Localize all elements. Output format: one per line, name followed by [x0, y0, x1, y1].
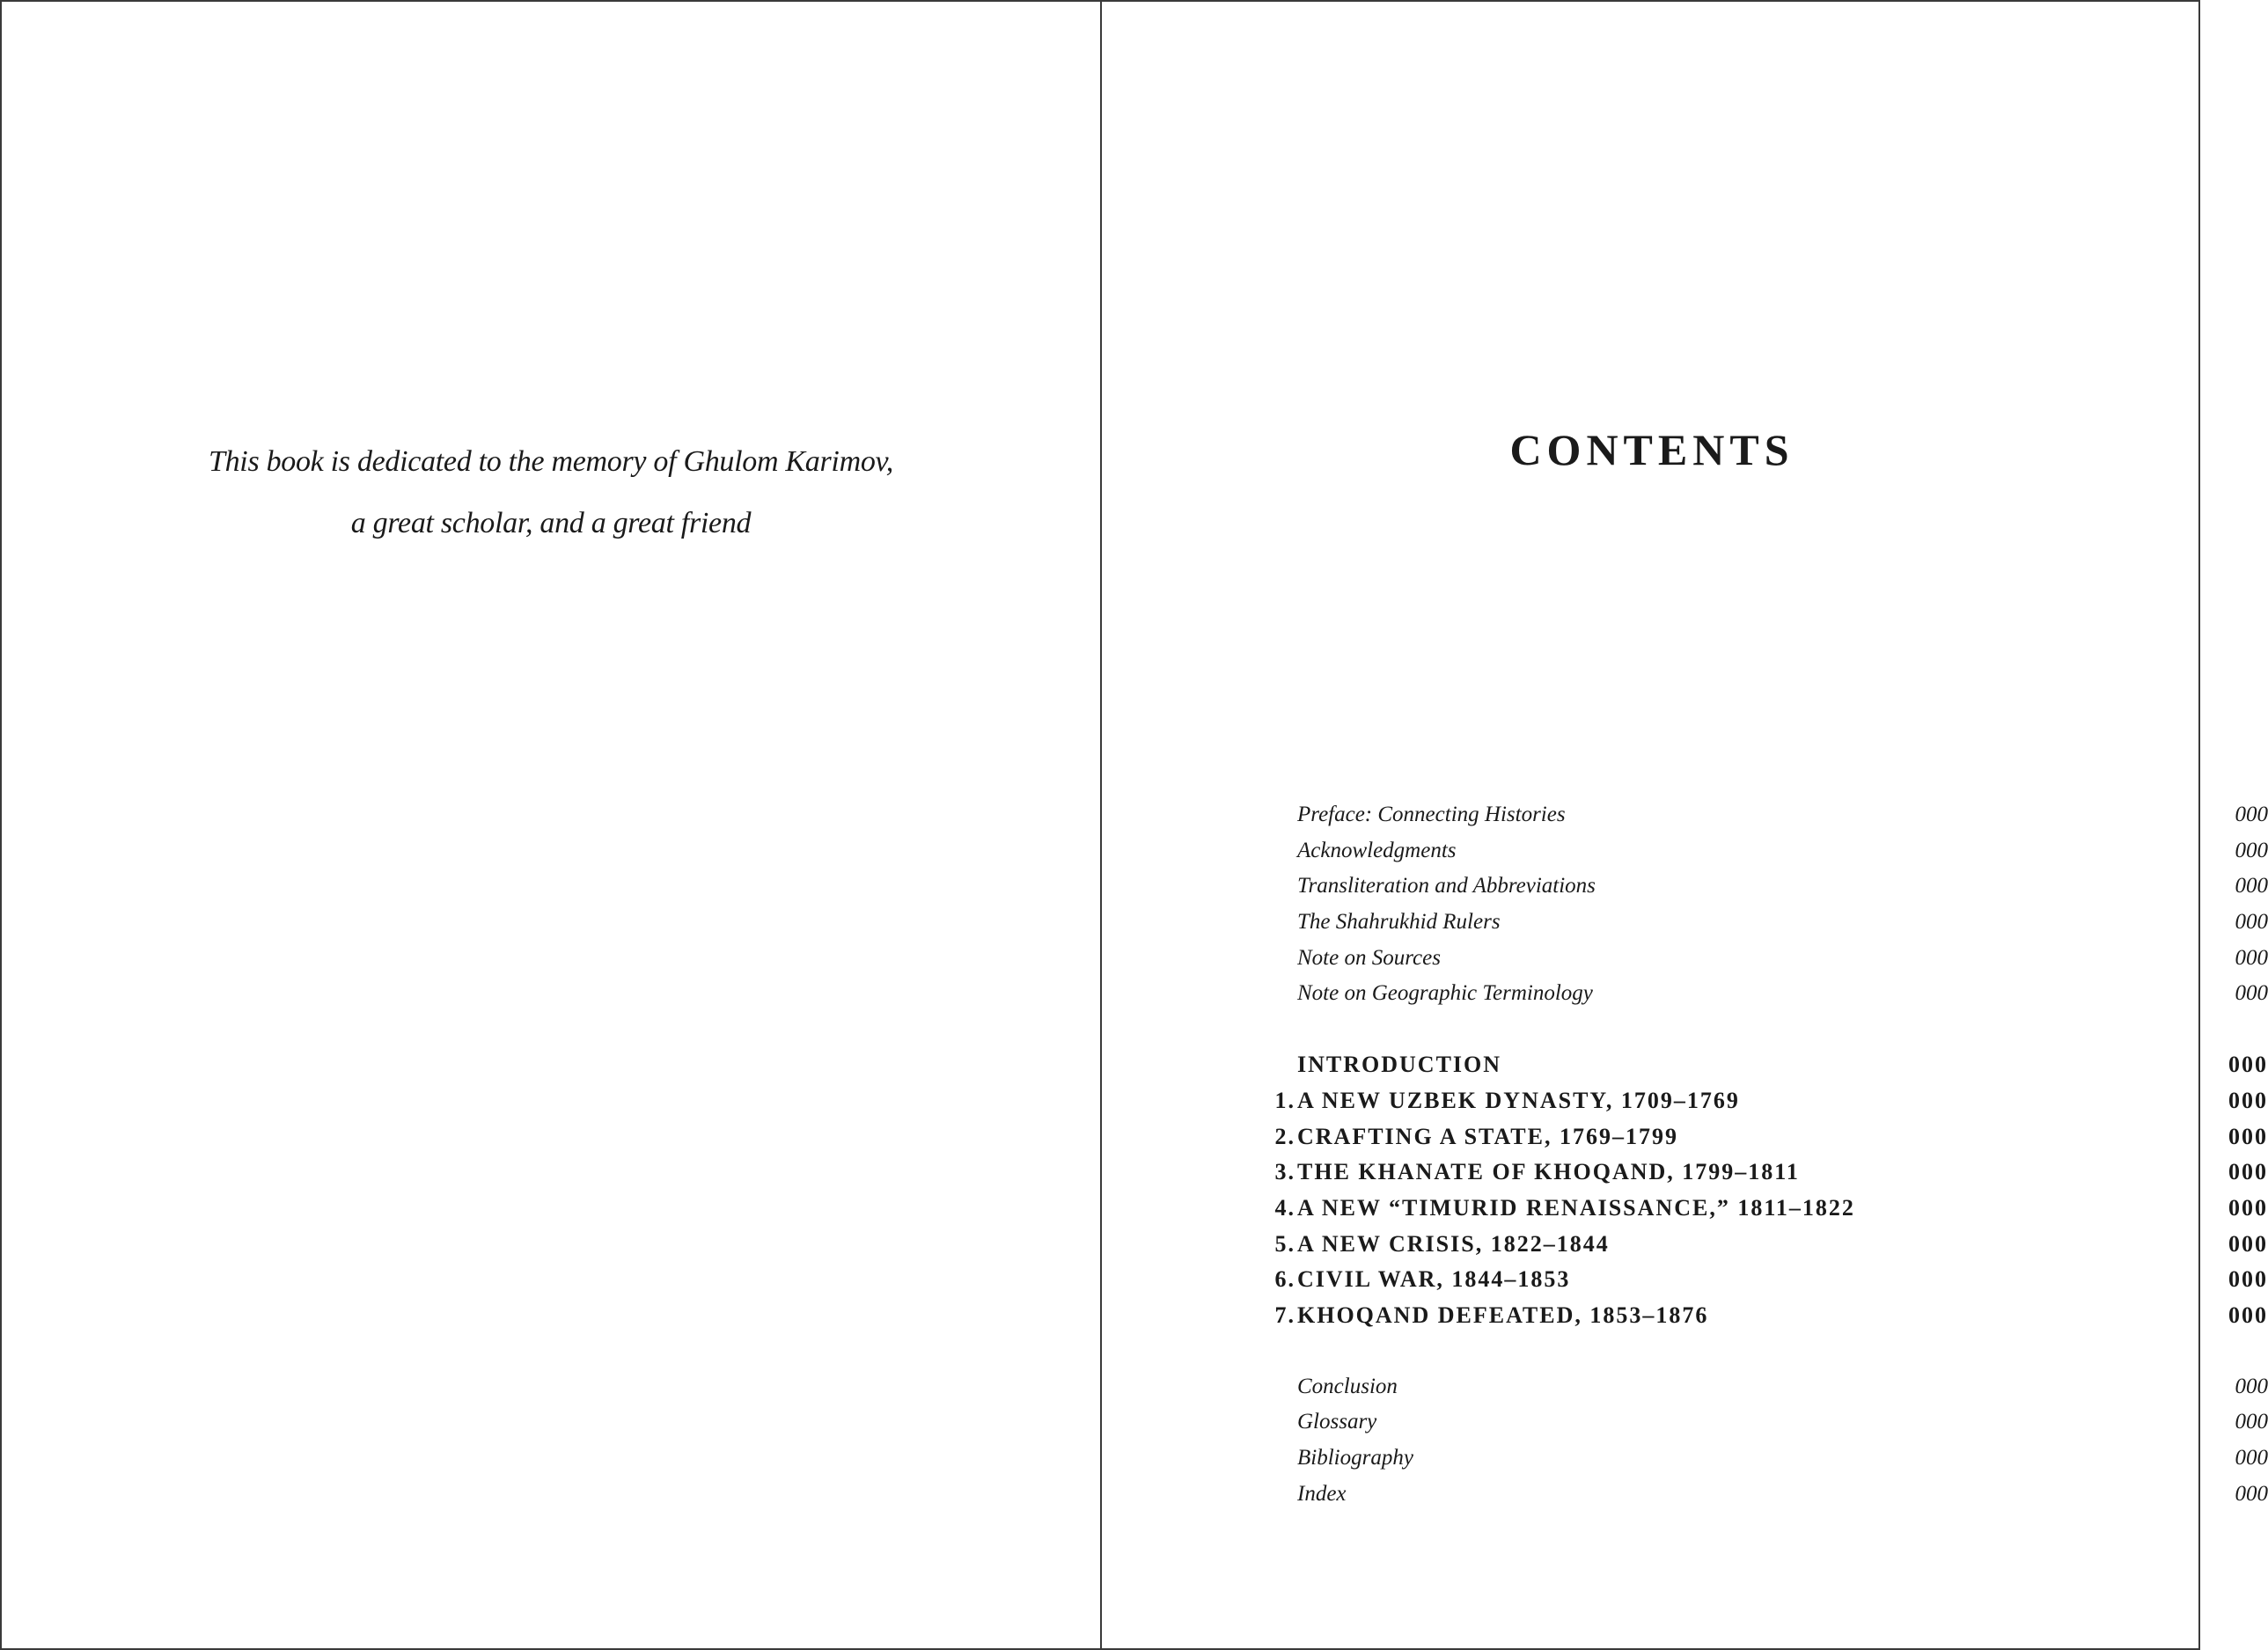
contents-page [1102, 2, 2268, 1648]
table-of-contents [1251, 797, 2268, 1512]
dedication-text [2, 431, 1100, 554]
toc-entry-label: Conclusion [1297, 1374, 1398, 1398]
toc-chapter-page: 000 [2228, 1052, 2268, 1078]
toc-entry-label: Note on Sources [1297, 945, 1441, 970]
toc-chapter-page: 000 [2228, 1123, 2268, 1149]
toc-entry[interactable] [1251, 1477, 2268, 1513]
toc-entry[interactable] [1251, 1369, 2268, 1405]
toc-chapter[interactable] [1251, 1227, 2268, 1263]
toc-chapter-page: 000 [2228, 1159, 2268, 1185]
toc-entry[interactable] [1251, 941, 2268, 977]
toc-entry[interactable] [1251, 1404, 2268, 1441]
toc-entry-page: 000 [2235, 945, 2268, 970]
toc-chapter[interactable] [1251, 1298, 2268, 1334]
dedication-line: This book is dedicated to the memory of Ghulom Karimov, [208, 445, 893, 478]
toc-chapter-page: 000 [2228, 1087, 2268, 1113]
toc-entry-label: Note on Geographic Terminology [1297, 981, 1593, 1006]
dedication-page [2, 2, 1100, 1648]
toc-entry-page: 000 [2235, 910, 2268, 935]
toc-chapter-number: 4. [1274, 1194, 1295, 1221]
toc-entry-page: 000 [2235, 981, 2268, 1006]
toc-entry[interactable] [1251, 1441, 2268, 1477]
toc-chapter-number: 1. [1274, 1087, 1295, 1113]
toc-chapter-title: A NEW “TIMURID RENAISSANCE,” 1811–1822 [1297, 1194, 1855, 1221]
toc-spacer [1251, 1334, 2268, 1369]
toc-spacer [1251, 1012, 2268, 1047]
toc-chapter-number: 7. [1274, 1302, 1295, 1328]
toc-chapter-title: A NEW UZBEK DYNASTY, 1709–1769 [1297, 1087, 1740, 1113]
toc-chapter-title: KHOQAND DEFEATED, 1853–1876 [1297, 1302, 1709, 1328]
toc-chapter-number: 6. [1274, 1266, 1295, 1293]
toc-entry-page: 000 [2235, 1410, 2268, 1434]
toc-entry-page: 000 [2235, 1374, 2268, 1398]
toc-entry[interactable] [1251, 869, 2268, 905]
toc-chapter[interactable] [1251, 1262, 2268, 1298]
toc-chapter-page: 000 [2228, 1194, 2268, 1221]
toc-chapter[interactable] [1251, 1191, 2268, 1227]
toc-back-matter [1251, 1369, 2268, 1513]
toc-entry-page: 000 [2235, 1481, 2268, 1506]
toc-entry[interactable] [1251, 833, 2268, 869]
dedication-line: a great scholar, and a great friend [350, 507, 752, 539]
toc-entry[interactable] [1251, 976, 2268, 1012]
toc-entry[interactable] [1251, 797, 2268, 833]
toc-front-matter [1251, 797, 2268, 1012]
toc-chapter-title: CIVIL WAR, 1844–1853 [1297, 1266, 1571, 1293]
toc-chapter-title: CRAFTING A STATE, 1769–1799 [1297, 1123, 1678, 1149]
toc-chapter-number: 3. [1274, 1159, 1295, 1185]
toc-entry-page: 000 [2235, 838, 2268, 862]
toc-chapter[interactable] [1251, 1119, 2268, 1155]
contents-title: CONTENTS [1509, 425, 1795, 474]
toc-chapter-number: 5. [1274, 1230, 1295, 1257]
toc-entry-label: Glossary [1297, 1410, 1377, 1434]
toc-chapter-page: 000 [2228, 1230, 2268, 1257]
toc-chapter[interactable] [1251, 1155, 2268, 1191]
toc-entry-label: Bibliography [1297, 1446, 1413, 1470]
toc-chapter[interactable] [1251, 1083, 2268, 1119]
toc-chapter-number: 2. [1274, 1123, 1295, 1149]
toc-chapter-title: A NEW CRISIS, 1822–1844 [1297, 1230, 1610, 1257]
toc-entry-label: Transliteration and Abbreviations [1297, 874, 1596, 898]
toc-entry-page: 000 [2235, 803, 2268, 826]
toc-entry-page: 000 [2235, 874, 2268, 898]
toc-entry-label: Preface: Connecting Histories [1297, 803, 1566, 826]
toc-entry-label: Index [1297, 1481, 1347, 1506]
toc-entry-label: The Shahrukhid Rulers [1297, 910, 1501, 935]
toc-chapters [1251, 1047, 2268, 1334]
toc-chapter-page: 000 [2228, 1302, 2268, 1328]
toc-chapter-title: INTRODUCTION [1297, 1052, 1502, 1078]
toc-chapter[interactable] [1251, 1047, 2268, 1083]
toc-entry-label: Acknowledgments [1297, 838, 1457, 862]
toc-chapter-title: THE KHANATE OF KHOQAND, 1799–1811 [1297, 1159, 1800, 1185]
toc-chapter-page: 000 [2228, 1266, 2268, 1293]
toc-entry-page: 000 [2235, 1446, 2268, 1470]
toc-entry[interactable] [1251, 905, 2268, 941]
